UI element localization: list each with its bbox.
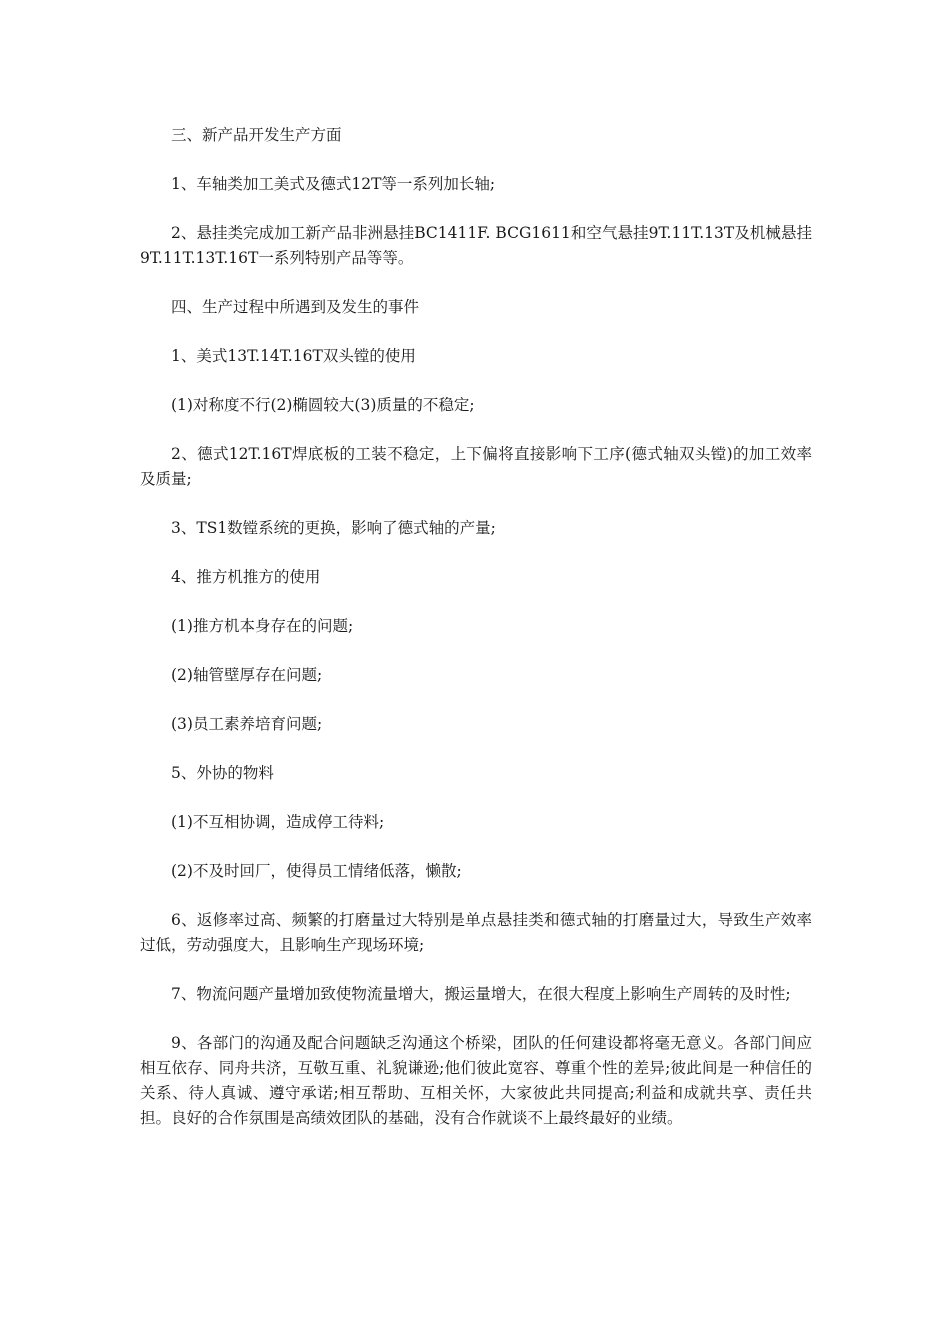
- paragraph-boring-problems: (1)对称度不行(2)椭圆较大(3)质量的不稳定;: [171, 396, 475, 414]
- section-heading-production-issues: 四、生产过程中所遇到及发生的事件: [171, 298, 420, 316]
- paragraph-suspension-products: 2、悬挂类完成加工新产品非洲悬挂BC1411F. BCG1611和空气悬挂9T.11T.13T及机械悬挂9T.11T.13T.16T一系列特别产品等等。: [140, 224, 812, 267]
- paragraph-pushing-machine: 4、推方机推方的使用: [171, 568, 321, 586]
- paragraph-outsourced-materials: 5、外协的物料: [171, 764, 274, 782]
- paragraph-logistics: 7、物流问题产量增加致使物流量增大，搬运量增大，在很大程度上影响生产周转的及时性;: [171, 985, 791, 1003]
- paragraph-axle-products: 1、车轴类加工美式及德式12T等一系列加长轴;: [171, 175, 496, 193]
- paragraph-welding-fixture: 2、德式12T.16T焊底板的工装不稳定，上下偏将直接影响下工序(德式轴双头镗)的加工效率及质量;: [140, 445, 812, 488]
- paragraph-double-boring: 1、美式13T.14T.16T双头镗的使用: [171, 347, 416, 365]
- paragraph-machine-problem: (1)推方机本身存在的问题;: [171, 617, 354, 635]
- section-heading-new-products: 三、新产品开发生产方面: [171, 126, 342, 144]
- paragraph-communication: 9、各部门的沟通及配合问题缺乏沟通这个桥梁，团队的任何建设都将毫无意义。各部门间应相互依存、同舟共济，互敬互重、礼貌谦逊;他们彼此宽容、尊重个性的差异;彼此间是一种信任的关系、待人真诚、遵守承诺;相互帮助、互相关怀，大家彼此共同提高;利益和成就共享、责任共担。良好的合作氛围是高绩效团队的基础，没有合作就谈不上最终最好的业绩。: [140, 1034, 812, 1127]
- document-body: [140, 123, 812, 1155]
- paragraph-ts1-system: 3、TS1数镗系统的更换，影响了德式轴的产量;: [171, 519, 496, 537]
- paragraph-late-return: (2)不及时回厂，使得员工情绪低落，懒散;: [171, 862, 462, 880]
- paragraph-rework-rate: 6、返修率过高、频繁的打磨量过大特别是单点悬挂类和德式轴的打磨量过大，导致生产效率过低，劳动强度大，且影响生产现场环境;: [140, 911, 812, 954]
- paragraph-wall-thickness: (2)轴管壁厚存在问题;: [171, 666, 323, 684]
- paragraph-coordination: (1)不互相协调，造成停工待料;: [171, 813, 385, 831]
- paragraph-staff-training: (3)员工素养培育问题;: [171, 715, 323, 733]
